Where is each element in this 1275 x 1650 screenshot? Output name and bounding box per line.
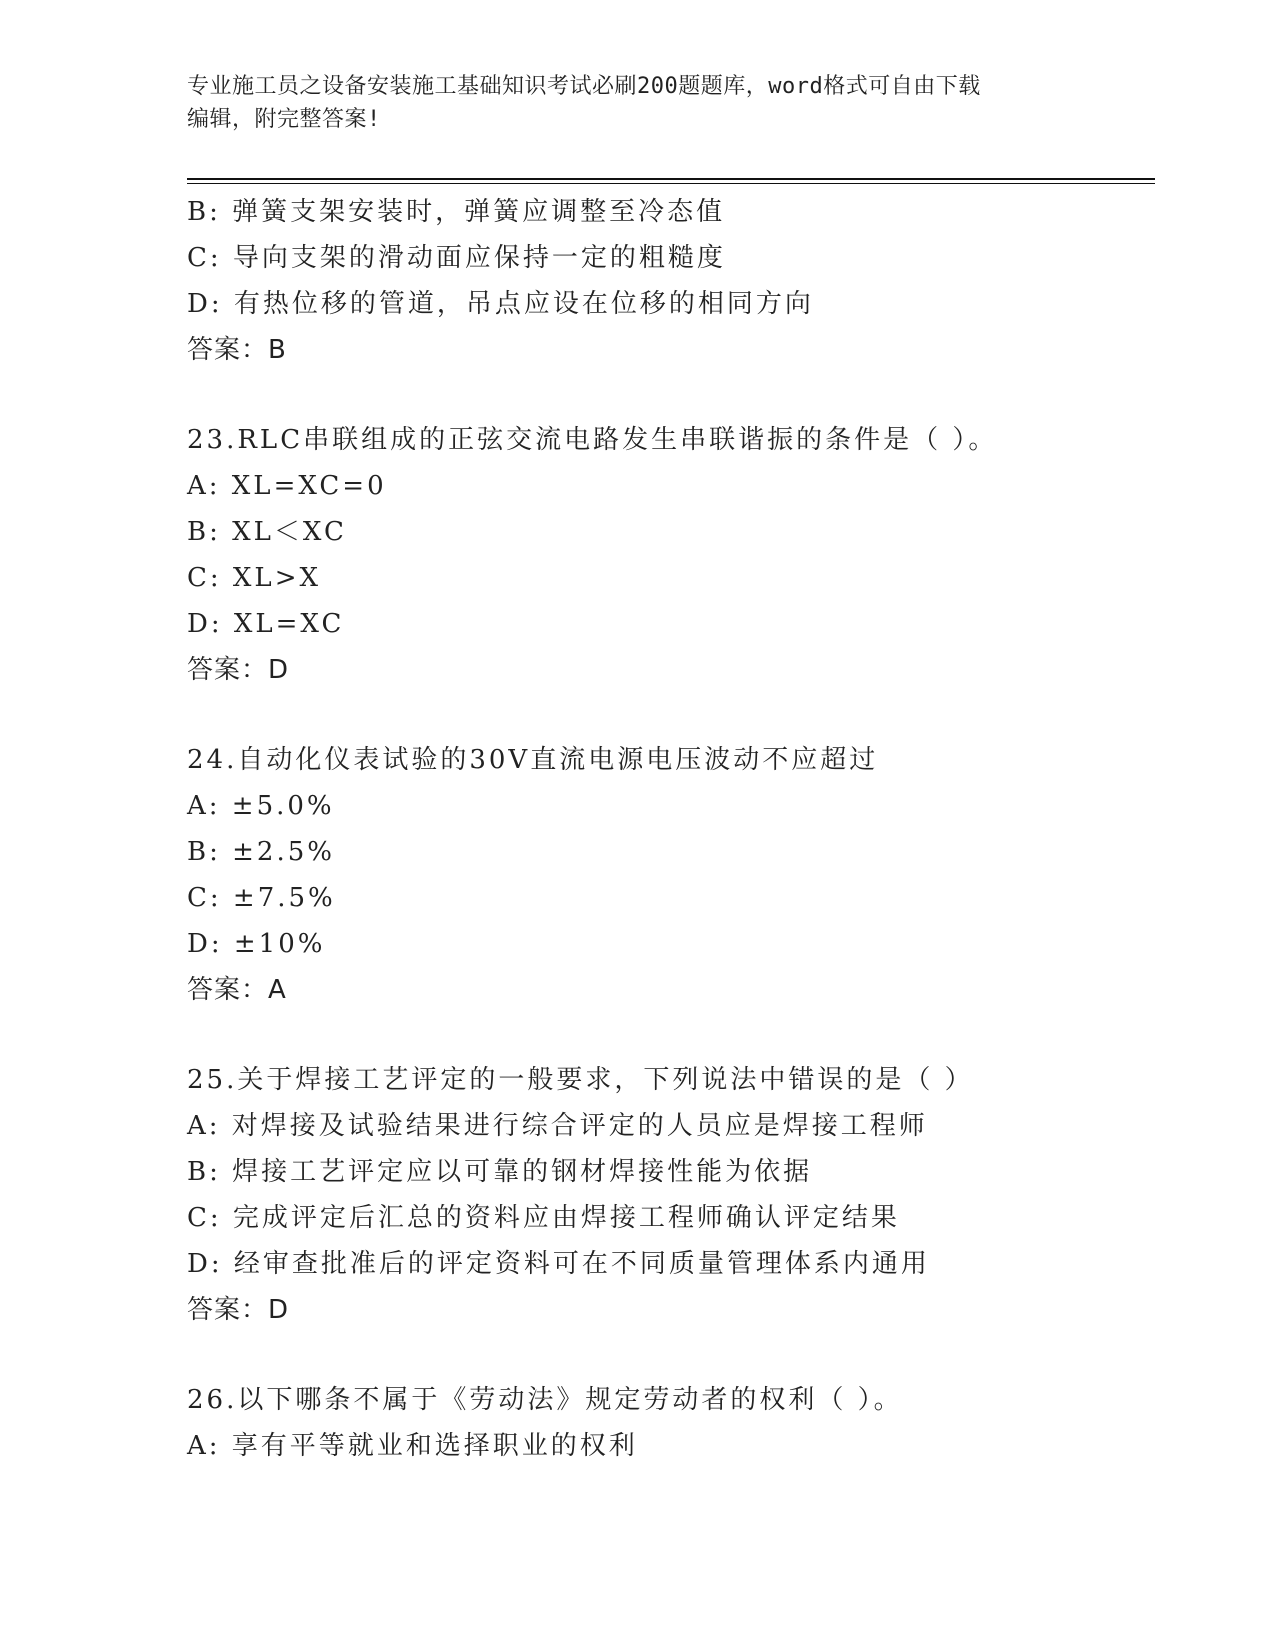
option-b: B: ±2.5%: [187, 837, 335, 867]
question-23: [187, 417, 1155, 693]
option-c: C: 导向支架的滑动面应保持一定的粗糙度: [187, 243, 726, 273]
option-c: C: XL>X: [187, 563, 321, 593]
question-spacer: [187, 693, 1155, 737]
question-22-continued: [187, 189, 1155, 373]
option-a: A: 对焊接及试验结果进行综合评定的人员应是焊接工程师: [187, 1111, 928, 1141]
question-spacer: [187, 373, 1155, 417]
option-d: D: 经审查批准后的评定资料可在不同质量管理体系内通用: [187, 1249, 930, 1279]
question-spacer: [187, 1333, 1155, 1377]
question-stem: 24.自动化仪表试验的30V直流电源电压波动不应超过: [187, 745, 879, 775]
question-list: [187, 189, 1155, 1469]
question-stem: 25.关于焊接工艺评定的一般要求，下列说法中错误的是（ ）: [187, 1065, 974, 1095]
option-a: A: XL=XC=0: [187, 471, 387, 501]
question-stem: 23.RLC串联组成的正弦交流电路发生串联谐振的条件是（ ）。: [187, 425, 998, 455]
header-divider-thin: [187, 183, 1155, 184]
header-title-line-2: 编辑，附完整答案!: [187, 107, 381, 132]
answer-label: 答案：D: [187, 655, 290, 685]
option-b: B: XL＜XC: [187, 517, 347, 547]
question-spacer: [187, 1013, 1155, 1057]
option-d: D: ±10%: [187, 929, 326, 959]
option-a: A: 享有平等就业和选择职业的权利: [187, 1431, 638, 1461]
option-a: A: ±5.0%: [187, 791, 335, 821]
header-divider-thick: [187, 178, 1155, 180]
question-stem: 26.以下哪条不属于《劳动法》规定劳动者的权利（ ）。: [187, 1385, 903, 1415]
option-c: C: 完成评定后汇总的资料应由焊接工程师确认评定结果: [187, 1203, 900, 1233]
option-d: D: XL=XC: [187, 609, 345, 639]
answer-label: 答案：B: [187, 335, 287, 365]
question-24: [187, 737, 1155, 1013]
document-header: [187, 70, 1067, 136]
header-title-line-1: 专业施工员之设备安装施工基础知识考试必刷200题题库，word格式可自由下载: [187, 74, 981, 99]
option-d: D: 有热位移的管道，吊点应设在位移的相同方向: [187, 289, 814, 319]
option-c: C: ±7.5%: [187, 883, 336, 913]
option-b: B: 焊接工艺评定应以可靠的钢材焊接性能为依据: [187, 1157, 813, 1187]
question-25: [187, 1057, 1155, 1333]
question-26: [187, 1377, 1155, 1469]
option-b: B: 弹簧支架安装时，弹簧应调整至冷态值: [187, 197, 726, 227]
answer-label: 答案：D: [187, 1295, 290, 1325]
answer-label: 答案：A: [187, 975, 287, 1005]
